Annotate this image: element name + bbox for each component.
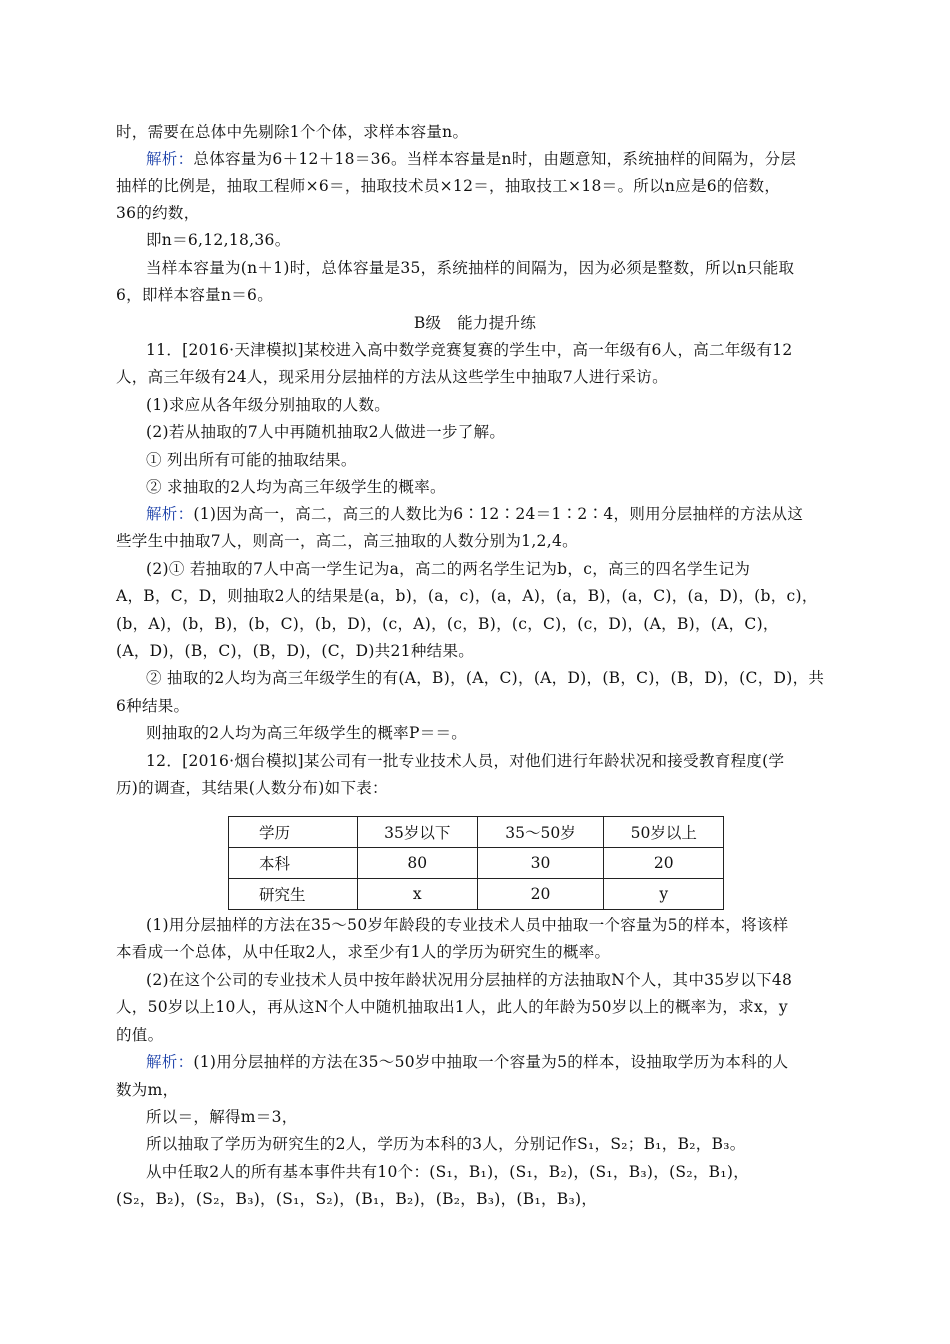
text-line: 本看成一个总体，从中任取2人，求至少有1人的学历为研究生的概率。 <box>116 943 611 961</box>
solution-label: 解析： <box>146 505 194 523</box>
text-line: 的值。 <box>116 1026 164 1044</box>
text-line: 当样本容量为(n＋1)时，总体容量是35，系统抽样的间隔为，因为必须是整数，所以n只能取 <box>146 259 795 277</box>
text-line: 则抽取的2人均为高三年级学生的概率P＝＝。 <box>146 724 468 742</box>
table-cell: 研究生 <box>229 879 358 910</box>
text-line: (b，A)，(b，B)，(b，C)，(b，D)，(c，A)，(c，B)，(c，C)，(c，D)，(A，B)，(A，C)， <box>116 615 779 633</box>
table-header-row <box>229 817 724 848</box>
text-line: 时，需要在总体中先剔除1个个体，求样本容量n。 <box>116 123 469 141</box>
text-line: 从中任取2人的所有基本事件共有10个：(S₁，B₁)，(S₁，B₂)，(S₁，B₃)，(S₂，B₁)， <box>146 1163 750 1181</box>
table-cell: x <box>358 879 478 910</box>
text-line: 解析：(1)因为高一，高二，高三的人数比为6∶12∶24＝1∶2∶4，则用分层抽样的方法从这 <box>146 505 804 523</box>
table-header-cell: 50岁以上 <box>604 817 724 848</box>
text-line: 6，即样本容量n＝6。 <box>116 286 274 304</box>
text-line: A，B，C，D，则抽取2人的结果是(a，b)，(a，c)，(a，A)，(a，B)，(a，C)，(a，D)，(b，c)， <box>116 587 818 605</box>
text-line: 些学生中抽取7人，则高一，高二，高三抽取的人数分别为1,2,4。 <box>116 532 578 550</box>
text-line: 所以＝，解得m＝3， <box>146 1108 298 1126</box>
table-header-cell: 学历 <box>229 817 358 848</box>
text-line: 解析：(1)用分层抽样的方法在35～50岁中抽取一个容量为5的样本，设抽取学历为本科的人 <box>146 1053 789 1071</box>
text-line: 6种结果。 <box>116 697 190 715</box>
text-line: (1)求应从各年级分别抽取的人数。 <box>146 396 391 414</box>
text-line: 36的约数， <box>116 204 200 222</box>
question-12: 12．[2016·烟台模拟]某公司有一批专业技术人员，对他们进行年龄状况和接受教育程度(学 <box>146 752 785 770</box>
text-line: 人，50岁以上10人，再从这N个人中随机抽取出1人，此人的年龄为50岁以上的概率为，求x，y <box>116 998 788 1016</box>
table-header-cell: 35岁以下 <box>358 817 478 848</box>
text-line: 数为m， <box>116 1081 179 1099</box>
text-line: 历)的调查，其结果(人数分布)如下表： <box>116 779 388 797</box>
text-line: 即n＝6,12,18,36。 <box>146 231 291 249</box>
table-cell: 20 <box>477 879 604 910</box>
table-cell: 80 <box>358 848 478 879</box>
text-line: ② 抽取的2人均为高三年级学生的有(A，B)，(A，C)，(A，D)，(B，C)，(B，D)，(C，D)，共 <box>146 669 825 687</box>
text-line: 所以抽取了学历为研究生的2人，学历为本科的3人，分别记作S₁，S₂；B₁，B₂，B₃。 <box>146 1135 746 1153</box>
table-cell: 20 <box>604 848 724 879</box>
table-cell: 30 <box>477 848 604 879</box>
text-line: (2)① 若抽取的7人中高一学生记为a，高二的两名学生记为b，c，高三的四名学生记为 <box>146 560 751 578</box>
table-cell: 本科 <box>229 848 358 879</box>
text-line: (2)若从抽取的7人中再随机抽取2人做进一步了解。 <box>146 423 506 441</box>
text-line: (2)在这个公司的专业技术人员中按年龄状况用分层抽样的方法抽取N个人，其中35岁以下48 <box>146 971 793 989</box>
education-table <box>228 816 724 910</box>
table-row <box>229 848 724 879</box>
table-cell: y <box>604 879 724 910</box>
solution-label: 解析： <box>146 150 194 168</box>
text-line: ① 列出所有可能的抽取结果。 <box>146 451 357 469</box>
section-heading: B级 能力提升练 <box>413 314 537 332</box>
text-line: ② 求抽取的2人均为高三年级学生的概率。 <box>146 478 446 496</box>
text-line: 解析：总体容量为6＋12＋18＝36。当样本容量是n时，由题意知，系统抽样的间隔为，分层 <box>146 150 797 168</box>
text-line: 抽样的比例是，抽取工程师×6＝，抽取技术员×12＝，抽取技工×18＝。所以n应是6的倍数， <box>116 177 781 195</box>
text-line: (S₂，B₂)，(S₂，B₃)，(S₁，S₂)，(B₁，B₂)，(B₂，B₃)，(B₁，B₃)， <box>116 1190 598 1208</box>
solution-label: 解析： <box>146 1053 194 1071</box>
text-line: (1)用分层抽样的方法在35～50岁年龄段的专业技术人员中抽取一个容量为5的样本，将该样 <box>146 916 789 934</box>
text-line: 人，高三年级有24人，现采用分层抽样的方法从这些学生中抽取7人进行采访。 <box>116 368 668 386</box>
table-header-cell: 35～50岁 <box>477 817 604 848</box>
question-11: 11．[2016·天津模拟]某校进入高中数学竞赛复赛的学生中，高一年级有6人，高二年级有12 <box>146 341 793 359</box>
table-row <box>229 879 724 910</box>
text-line: (A，D)，(B，C)，(B，D)，(C，D)共21种结果。 <box>116 642 475 660</box>
